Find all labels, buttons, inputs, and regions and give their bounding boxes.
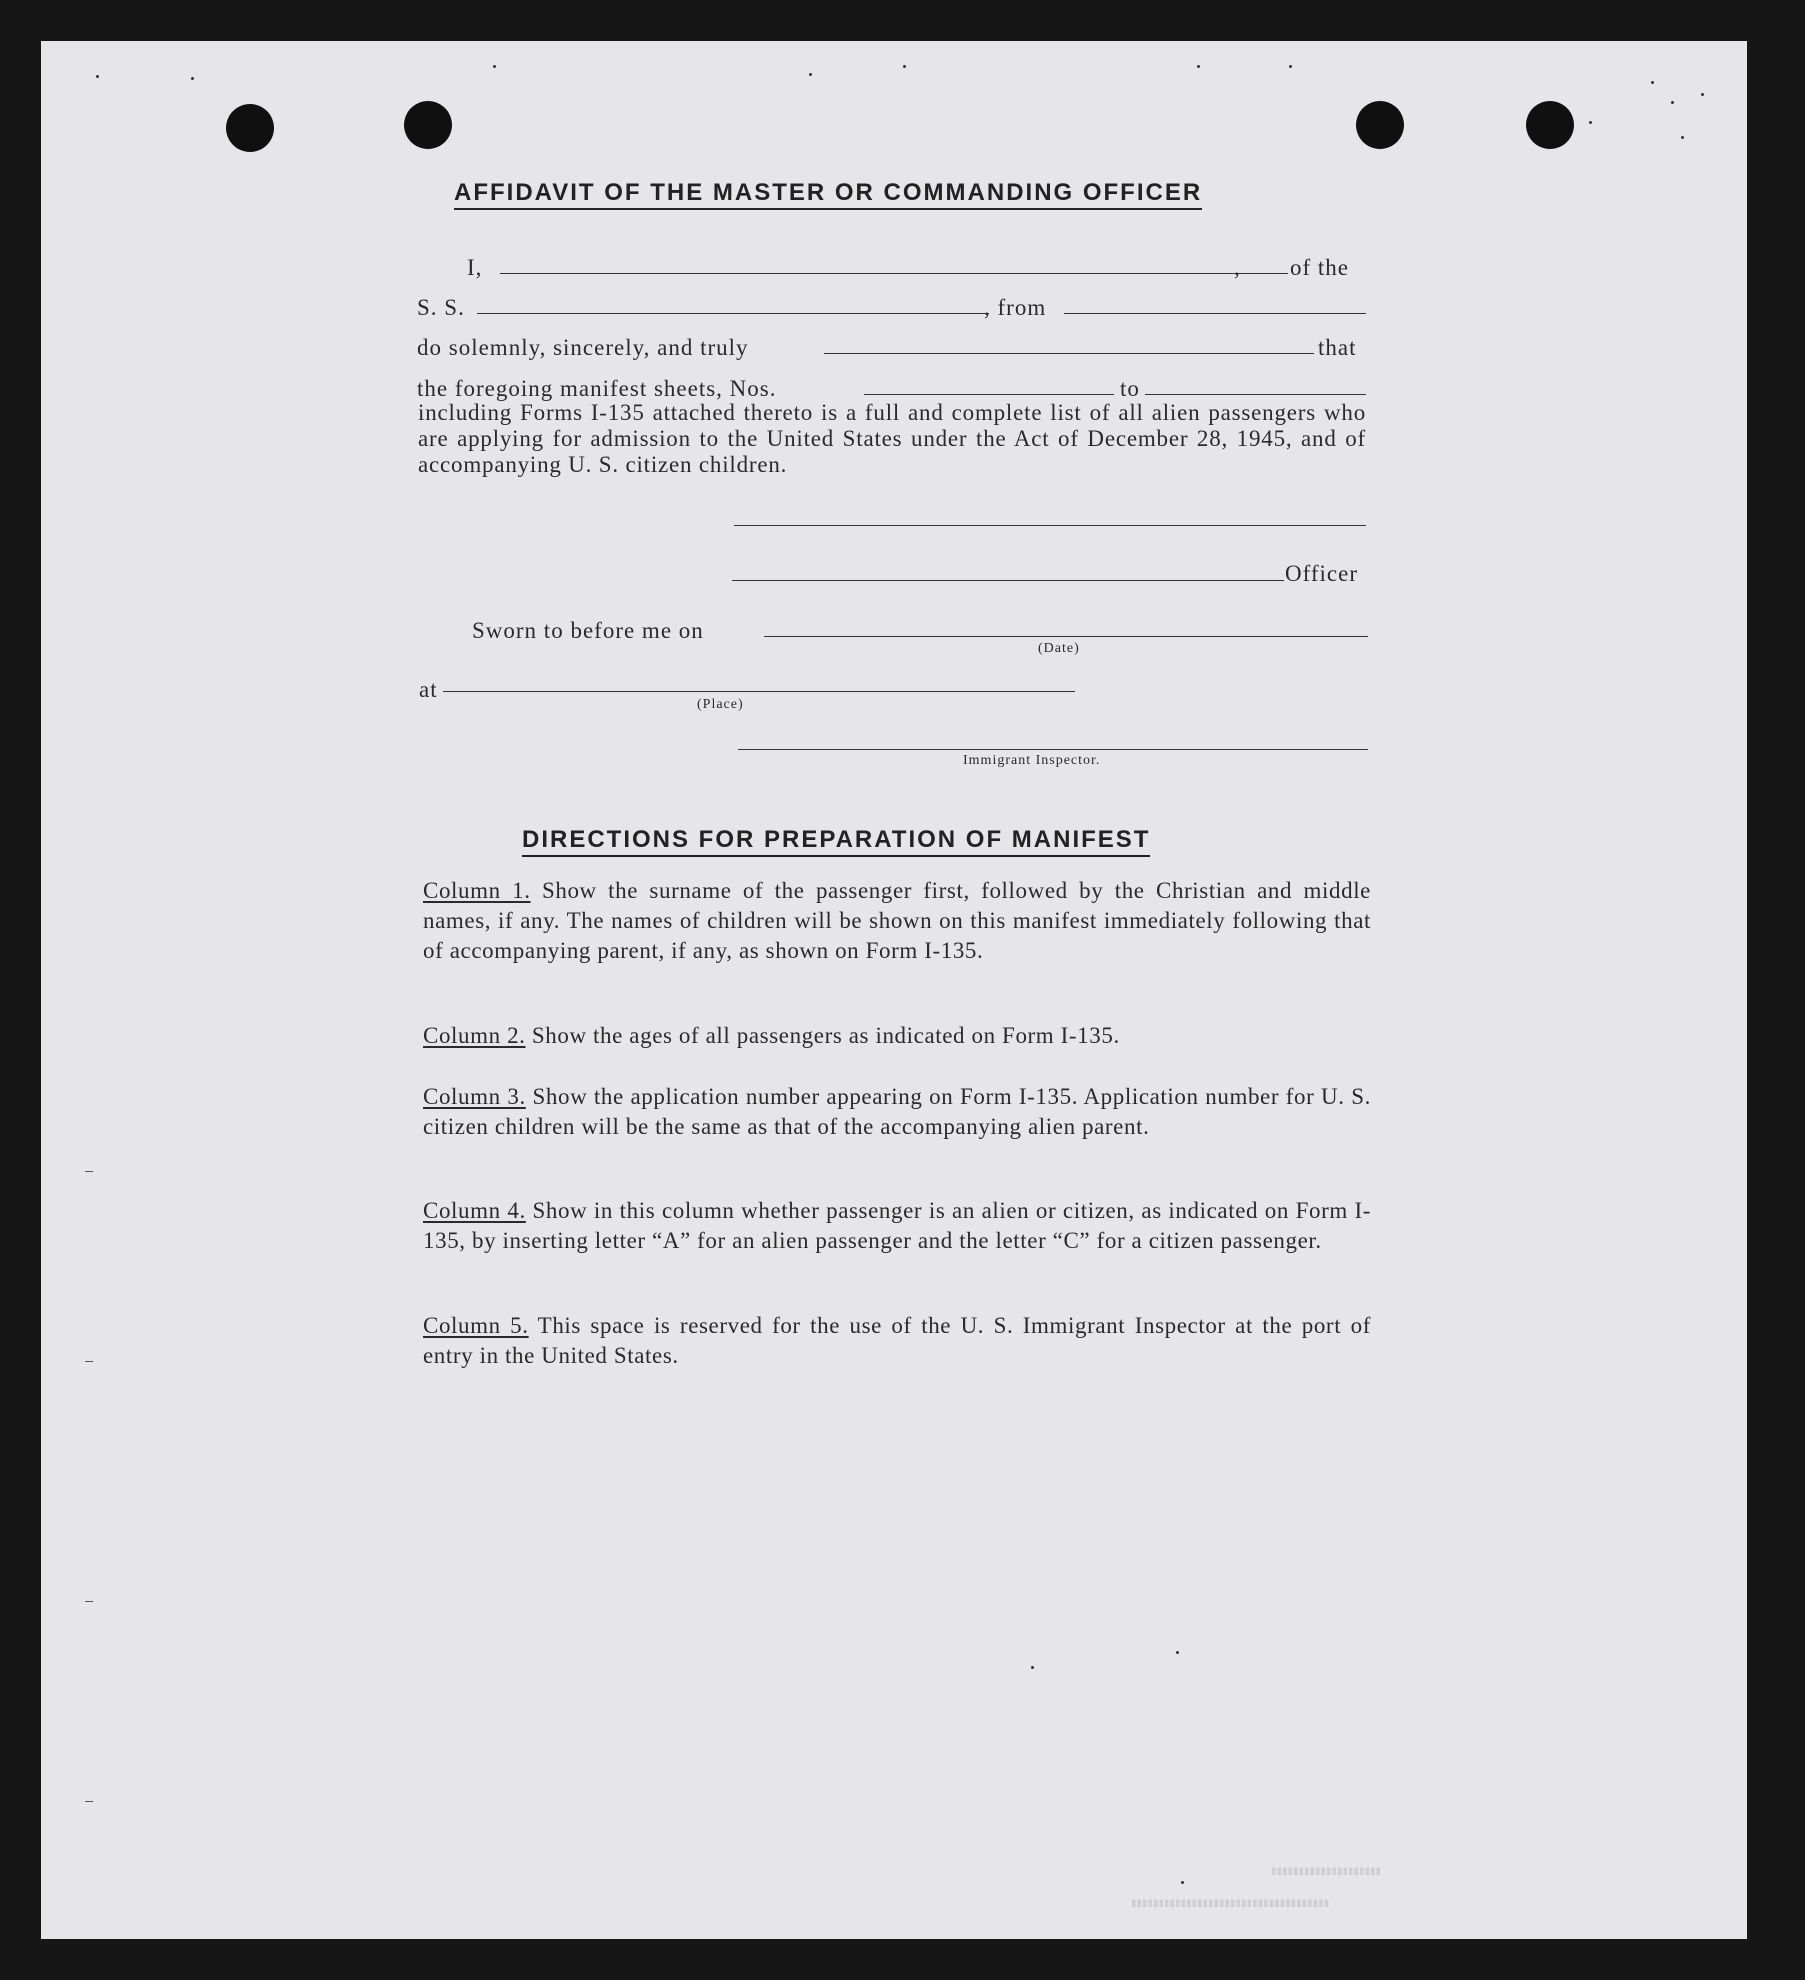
- affidavit-title: AFFIDAVIT OF THE MASTER OR COMMANDING OFFICER: [454, 179, 1202, 210]
- direction-column-3: [423, 1082, 1371, 1142]
- speck: [1671, 101, 1674, 104]
- direction-column-2: [423, 1021, 1371, 1051]
- punch-hole: [1526, 101, 1574, 149]
- oath-line: [824, 353, 1314, 354]
- speck: [1197, 65, 1200, 68]
- edge-tick: [85, 1361, 93, 1362]
- speck: [1681, 136, 1684, 139]
- column-5-text: This space is reserved for the use of the U. S. Immigrant Inspector at the port of entry in the United States.: [423, 1313, 1371, 1368]
- column-1-label: Column 1.: [423, 878, 531, 903]
- ship-prefix: S. S.: [417, 295, 465, 320]
- column-3-text: Show the application number appearing on Form I-135. Application number for U. S. citizen children will be the same as that of the accompanying alien parent.: [423, 1084, 1371, 1139]
- from-port-line: [1064, 313, 1366, 314]
- column-1-text: Show the surname of the passenger first, followed by the Christian and middle names, if any. The names of children will be shown on this manifest immediately following that of accompanying parent, if any, as shown on Form I-135.: [423, 878, 1371, 963]
- ship-name-line: [477, 313, 989, 314]
- speck: [1589, 121, 1592, 124]
- affiant-prefix: I,: [467, 255, 483, 280]
- column-2-text: Show the ages of all passengers as indicated on Form I-135.: [531, 1023, 1120, 1048]
- place-caption: (Place): [697, 697, 744, 712]
- punch-hole: [1356, 101, 1404, 149]
- speck: [1031, 1666, 1034, 1669]
- that-label: that: [1318, 335, 1357, 360]
- officer-line: [732, 580, 1284, 581]
- speck: [493, 65, 496, 68]
- directions-title: DIRECTIONS FOR PREPARATION OF MANIFEST: [522, 826, 1150, 857]
- column-4-label: Column 4.: [423, 1198, 526, 1223]
- speck: [1176, 1651, 1179, 1654]
- sheets-to-line: [1145, 394, 1366, 395]
- place-line: [443, 691, 1075, 692]
- column-3-label: Column 3.: [423, 1084, 526, 1109]
- column-4-text: Show in this column whether passenger is an alien or citizen, as indicated on Form I-135, by inserting letter “A” for an alien passenger and the letter “C” for a citizen passenger.: [423, 1198, 1371, 1253]
- speck: [903, 65, 906, 68]
- punch-hole: [226, 104, 274, 152]
- sheets-to-label: to: [1120, 376, 1140, 401]
- speck: [1289, 65, 1292, 68]
- direction-column-4: [423, 1196, 1371, 1256]
- speck: [1701, 93, 1704, 96]
- edge-tick: [85, 1801, 93, 1802]
- from-label: , from: [984, 295, 1047, 320]
- signature-line: [734, 525, 1366, 526]
- faint-stamp: ▮▮▮▮▮▮▮▮▮▮▮▮▮▮▮▮▮▮▮▮▮▮▮▮▮▮▮▮▮▮▮▮▮▮▮▮: [1131, 1898, 1330, 1909]
- inspector-line: [738, 749, 1368, 750]
- faint-stamp: ▮▮▮▮▮▮▮▮▮▮▮▮▮▮▮▮▮▮▮▮: [1271, 1866, 1382, 1877]
- sheets-text: the foregoing manifest sheets, Nos.: [417, 376, 777, 401]
- date-line: [764, 636, 1368, 637]
- speck: [191, 77, 194, 80]
- affidavit-statement: including Forms I-135 attached thereto is a full and complete list of all alien passengers who are applying for admission to the United States under the Act of December 28, 1945, and of accompanying U. S. citizen children.: [418, 400, 1366, 477]
- oath-text: do solemnly, sincerely, and truly: [417, 335, 749, 360]
- punch-hole: [404, 101, 452, 149]
- sheets-from-line: [864, 394, 1114, 395]
- speck: [96, 75, 99, 78]
- officer-label: Officer: [1285, 561, 1358, 586]
- edge-tick: [85, 1171, 93, 1172]
- at-label: at: [419, 677, 438, 702]
- direction-column-1: [423, 876, 1371, 966]
- direction-column-5: [423, 1311, 1371, 1371]
- inspector-caption: Immigrant Inspector.: [963, 753, 1101, 768]
- document-page: [41, 41, 1747, 1939]
- speck: [809, 73, 812, 76]
- sworn-label: Sworn to before me on: [472, 618, 704, 643]
- affiant-comma: ,: [1234, 255, 1241, 280]
- column-5-label: Column 5.: [423, 1313, 529, 1338]
- speck: [1181, 1881, 1184, 1884]
- column-2-label: Column 2.: [423, 1023, 526, 1048]
- edge-tick: [85, 1601, 93, 1602]
- date-caption: (Date): [1038, 641, 1080, 656]
- of-the-label: of the: [1290, 255, 1350, 280]
- affiant-name-line: [500, 273, 1288, 274]
- speck: [1651, 81, 1654, 84]
